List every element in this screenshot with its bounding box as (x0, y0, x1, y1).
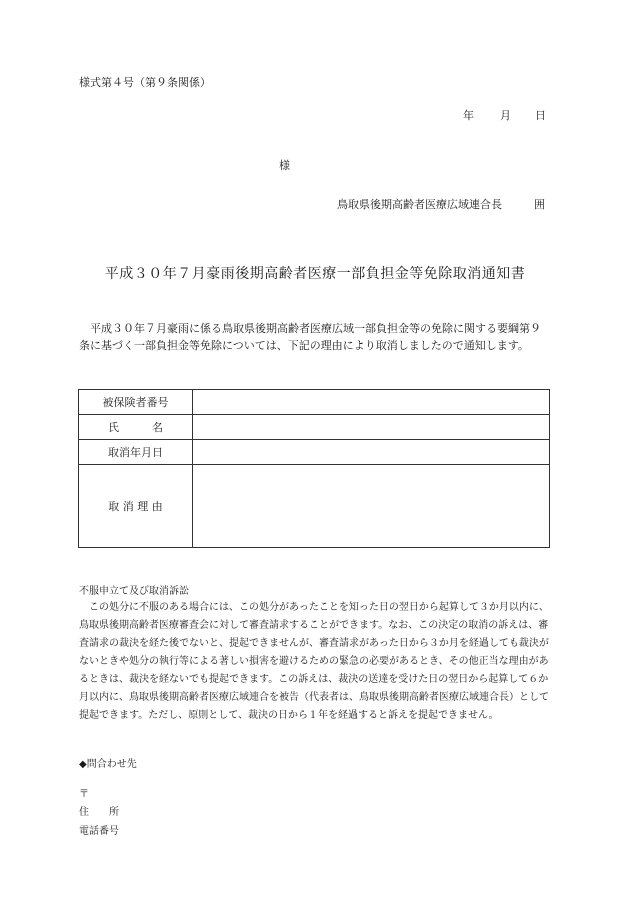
name-value (193, 415, 550, 440)
address-label: 住 所 (79, 807, 119, 818)
date-day-label: 日 (535, 109, 546, 122)
seal-mark: 囲 (534, 198, 545, 211)
phone-label: 電話番号 (79, 826, 119, 837)
table-row-cancel-reason (79, 465, 550, 548)
cancel-date-label: 取消年月日 (79, 440, 193, 465)
form-number: 様式第４号（第９条関係） (79, 76, 211, 89)
postal-mark: 〒 (79, 789, 89, 800)
appeal-text: この処分に不服のある場合には、この処分があったことを知った日の翌日から起算して３か月以内に、鳥取県後期高齢者医療審査会に対して審査請求することができます。なお、この決定の取消の訴えは、審査請求の裁決を経た後でないと、提起できませんが、審査請求があった日から３か月を経過しても裁決がないときや処分の執行等による著しい損害を避けるための緊急の必要があるとき、その他正当な理由があるときは、裁決を経ないでも提起できます。この訴えは、裁決の送達を受けた日の翌日から起算して６か月以内に、鳥取県後期高齢者医療広域連合を被告（代表者は、鳥取県後期高齢者医療広域連合長）として提起できます。ただし、原則として、裁決の日から１年を経過すると訴えを提起できません。 (79, 602, 549, 721)
contact-heading: ◆問合わせ先 (79, 759, 137, 770)
date-year-label: 年 (463, 109, 474, 122)
date-month-label: 月 (500, 109, 511, 122)
notice-body: 平成３０年７月豪雨に係る鳥取県後期高齢者医療広域一部負担金等の免除に関する要綱第９条に基づく一部負担金等免除については、下記の理由により取消しましたので通知します。 (79, 322, 541, 352)
info-table (78, 389, 550, 548)
insured-number-value (193, 390, 550, 415)
name-label: 氏 名 (79, 415, 193, 440)
cancel-reason-label: 取 消 理 由 (79, 465, 193, 548)
addressee-suffix: 様 (279, 159, 290, 172)
issuer-name: 鳥取県後期高齢者医療広域連合長 (337, 198, 502, 211)
document-title: 平成３０年７月豪雨後期高齢者医療一部負担金等免除取消通知書 (104, 266, 526, 282)
insured-number-label: 被保険者番号 (79, 390, 193, 415)
table-row-cancel-date (79, 440, 550, 465)
table-row-name (79, 415, 550, 440)
cancel-reason-value (193, 465, 550, 548)
cancel-date-value (193, 440, 550, 465)
appeal-heading: 不服申立て及び取消訴訟 (79, 586, 189, 597)
table-row-insured-number (79, 390, 550, 415)
